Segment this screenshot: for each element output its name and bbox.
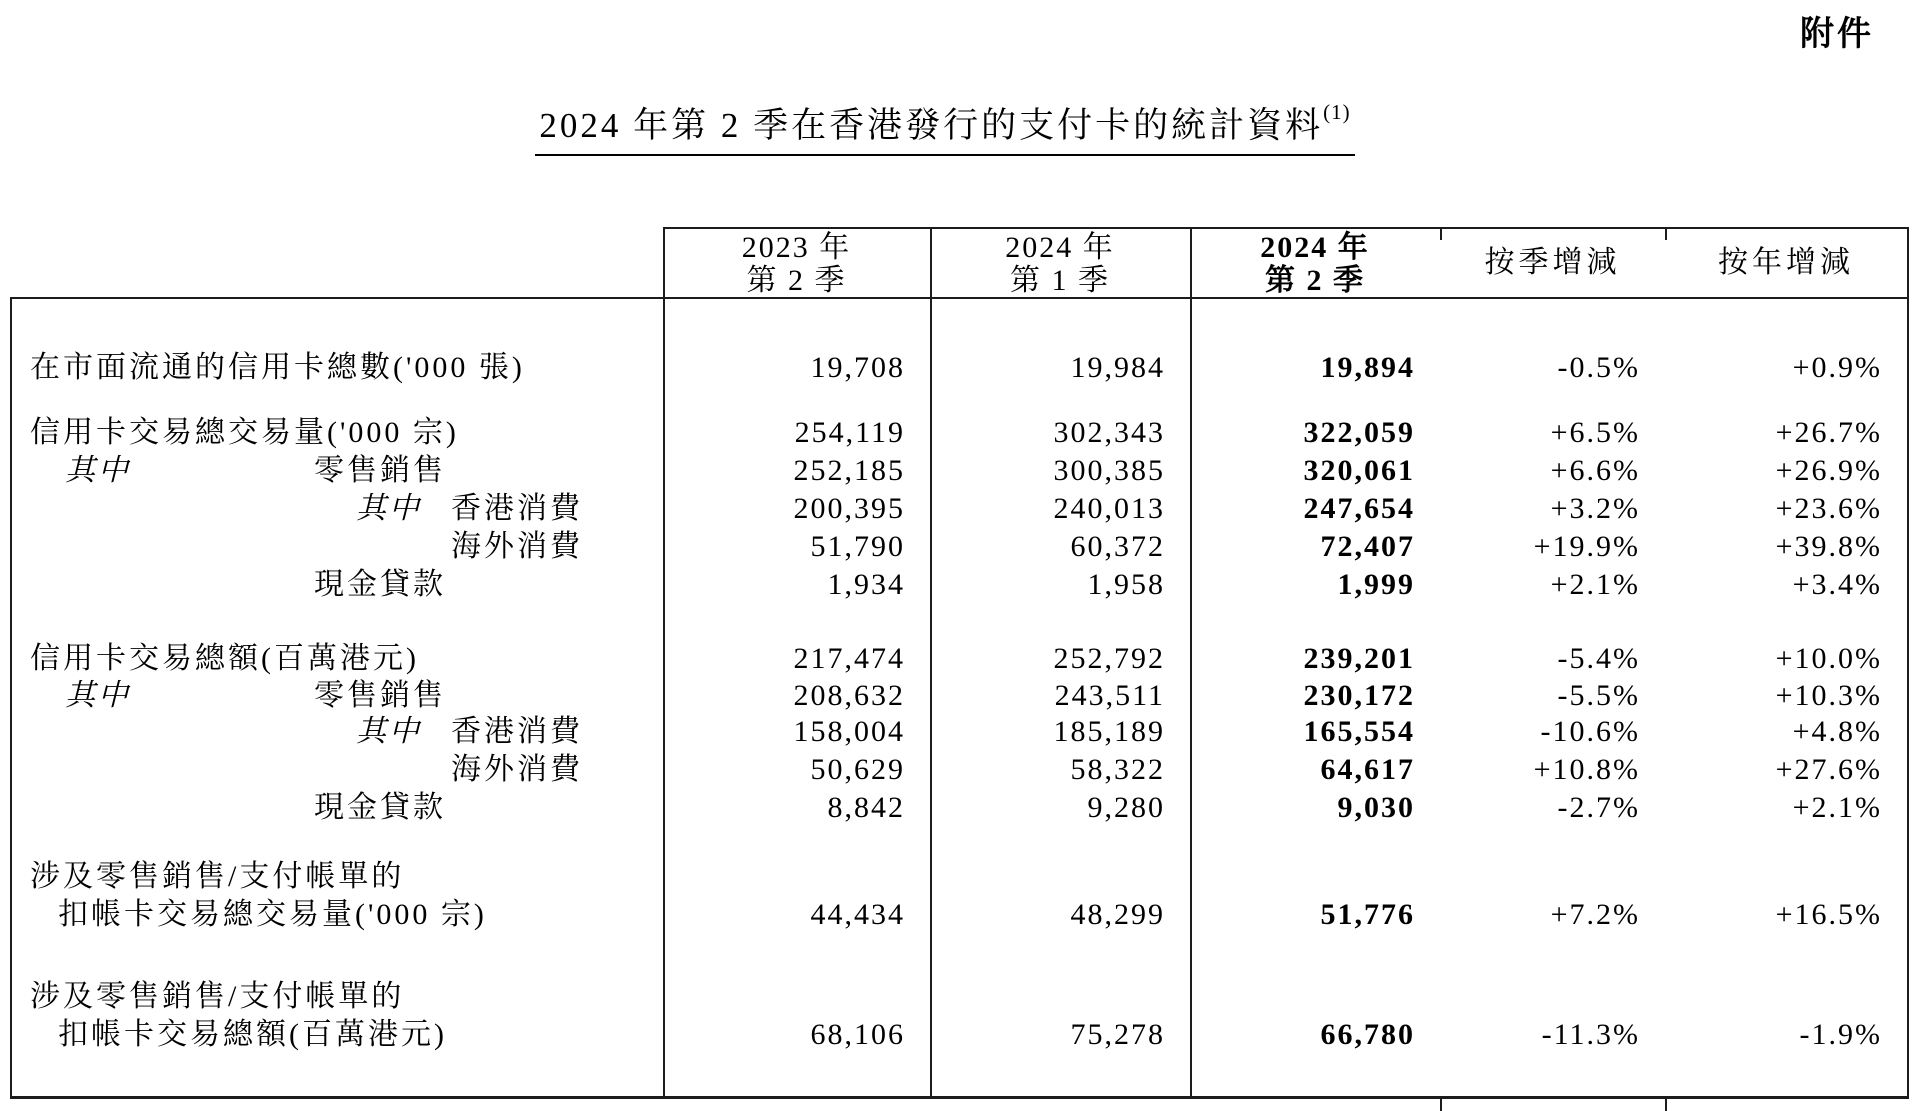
row-label: 其中 零售銷售 [10, 452, 663, 490]
row-label: 其中 香港消費 [10, 713, 663, 751]
value-2024q2: 165,554 [1303, 715, 1415, 748]
of-which-label: 其中 [65, 454, 131, 487]
column-header-line: 2023 年 [741, 231, 852, 264]
value-2023q2: 200,395 [793, 492, 905, 525]
row-label: 海外消費 [451, 753, 583, 786]
value-qoq: +6.6% [1550, 454, 1640, 487]
column-header-line: 2024 年 [1260, 231, 1370, 264]
of-which-label: 其中 [356, 492, 422, 525]
value-yoy: +10.0% [1775, 642, 1882, 675]
table-stub-qoq-bottom [1440, 1097, 1442, 1111]
value-2023q2: 254,119 [794, 416, 905, 449]
value-qoq: +6.5% [1550, 416, 1640, 449]
value-yoy: +3.4% [1792, 568, 1882, 601]
row-label: 其中 零售銷售 [10, 677, 663, 715]
column-header-line: 第 1 季 [1010, 264, 1110, 297]
row-label: 信用卡交易總額(百萬港元) [30, 642, 419, 675]
value-2024q1: 60,372 [1070, 530, 1165, 563]
value-qoq: -5.5% [1557, 679, 1640, 712]
value-2024q1: 302,343 [1053, 416, 1165, 449]
value-yoy: +23.6% [1775, 492, 1882, 525]
value-qoq: -10.6% [1540, 715, 1640, 748]
table-border-bottom [10, 1096, 1909, 1099]
value-qoq: +7.2% [1550, 898, 1640, 931]
value-2024q1: 300,385 [1053, 454, 1165, 487]
value-2024q2: 322,059 [1303, 416, 1415, 449]
value-2024q1: 240,013 [1053, 492, 1165, 525]
value-2023q2: 208,632 [793, 679, 905, 712]
value-2024q2: 1,999 [1337, 568, 1415, 601]
value-2024q2: 72,407 [1320, 530, 1415, 563]
column-header-line: 2024 年 [1005, 231, 1115, 264]
column-header-line: 第 2 季 [1265, 264, 1365, 297]
column-header-2024-q1 [930, 231, 1190, 295]
value-qoq: -2.7% [1557, 791, 1640, 824]
row-label: 在市面流通的信用卡總數('000 張) [30, 351, 525, 384]
value-qoq: +19.9% [1533, 530, 1640, 563]
column-header-yoy-change: 按年增減 [1718, 246, 1854, 279]
row-label: 其中 香港消費 [10, 490, 663, 528]
row-label: 現金貸款 [314, 568, 446, 601]
value-qoq: -11.3% [1541, 1018, 1640, 1051]
column-header-2023-q2 [663, 231, 930, 295]
value-qoq: -0.5% [1557, 351, 1640, 384]
value-2023q2: 252,185 [793, 454, 905, 487]
table-row-credit-card-volume [10, 414, 1907, 452]
value-2023q2: 68,106 [810, 1018, 905, 1051]
table-row-retail-sales-value [10, 677, 1907, 715]
value-2023q2: 1,934 [827, 568, 905, 601]
document-title-wrap [0, 98, 1890, 156]
value-2024q1: 9,280 [1087, 791, 1165, 824]
value-2024q1: 75,278 [1070, 1018, 1165, 1051]
value-2024q1: 19,984 [1070, 351, 1165, 384]
value-yoy: +26.7% [1775, 416, 1882, 449]
title-footnote-ref: (1) [1323, 100, 1351, 124]
title-text: 2024 年第 2 季在香港發行的支付卡的統計資料 [539, 106, 1324, 145]
column-header-line: 第 2 季 [746, 264, 847, 297]
table-row-debit-card-value [10, 978, 1907, 1054]
value-yoy: +4.8% [1792, 715, 1882, 748]
value-yoy: +26.9% [1775, 454, 1882, 487]
row-label: 涉及零售銷售/支付帳單的 扣帳卡交易總額(百萬港元) [30, 980, 447, 1051]
table-row-retail-sales-volume [10, 452, 1907, 490]
value-2023q2: 8,842 [827, 791, 905, 824]
value-2024q2: 9,030 [1337, 791, 1415, 824]
value-yoy: +0.9% [1792, 351, 1882, 384]
value-2024q2: 239,201 [1303, 642, 1415, 675]
attachment-label: 附件 [1800, 16, 1874, 53]
value-2024q1: 1,958 [1087, 568, 1165, 601]
of-which-label: 其中 [65, 679, 131, 712]
value-2024q2: 19,894 [1320, 351, 1415, 384]
table-border-header-bottom [10, 297, 1909, 299]
table-row-hk-spending-volume [10, 490, 1907, 528]
value-2024q2: 64,617 [1320, 753, 1415, 786]
row-label: 海外消費 [451, 530, 583, 563]
value-2023q2: 50,629 [810, 753, 905, 786]
table-row-credit-card-value [10, 640, 1907, 678]
value-2024q2: 320,061 [1303, 454, 1415, 487]
value-2024q1: 243,511 [1054, 679, 1165, 712]
value-qoq: +3.2% [1550, 492, 1640, 525]
value-2023q2: 217,474 [793, 642, 905, 675]
value-2024q2: 66,780 [1320, 1018, 1415, 1051]
value-2023q2: 44,434 [810, 898, 905, 931]
value-2024q2: 51,776 [1320, 898, 1415, 931]
value-2023q2: 158,004 [793, 715, 905, 748]
of-which-label: 其中 [356, 715, 422, 748]
value-2024q2: 230,172 [1303, 679, 1415, 712]
value-2024q1: 252,792 [1053, 642, 1165, 675]
value-2023q2: 51,790 [810, 530, 905, 563]
value-qoq: +2.1% [1550, 568, 1640, 601]
column-header-2024-q2 [1190, 231, 1440, 295]
value-yoy: +10.3% [1775, 679, 1882, 712]
value-qoq: +10.8% [1533, 753, 1640, 786]
value-qoq: -5.4% [1557, 642, 1640, 675]
value-2024q2: 247,654 [1303, 492, 1415, 525]
row-label: 涉及零售銷售/支付帳單的 扣帳卡交易總交易量('000 宗) [30, 860, 487, 931]
table-row-debit-card-volume [10, 858, 1907, 934]
value-yoy: +2.1% [1792, 791, 1882, 824]
row-label: 現金貸款 [314, 791, 446, 824]
table-row-cash-advance-volume [10, 566, 1907, 604]
table-border-header-top [663, 227, 1909, 229]
table-stub-yoy-bottom [1665, 1097, 1667, 1111]
value-2024q1: 185,189 [1053, 715, 1165, 748]
table-border-right [1907, 227, 1909, 1098]
value-yoy: +16.5% [1775, 898, 1882, 931]
table-row-overseas-spending-volume [10, 528, 1907, 566]
value-yoy: +27.6% [1775, 753, 1882, 786]
value-2024q1: 58,322 [1070, 753, 1165, 786]
value-2023q2: 19,708 [810, 351, 905, 384]
row-label: 信用卡交易總交易量('000 宗) [30, 416, 459, 449]
table-row-cash-advance-value [10, 789, 1907, 827]
table-row-cards-in-circulation [10, 349, 1907, 387]
column-header-qoq-change: 按季增減 [1484, 246, 1621, 279]
table-row-overseas-spending-value [10, 751, 1907, 789]
value-2024q1: 48,299 [1070, 898, 1165, 931]
document-title [535, 98, 1354, 156]
table-row-hk-spending-value [10, 713, 1907, 751]
value-yoy: -1.9% [1799, 1018, 1882, 1051]
value-yoy: +39.8% [1775, 530, 1882, 563]
